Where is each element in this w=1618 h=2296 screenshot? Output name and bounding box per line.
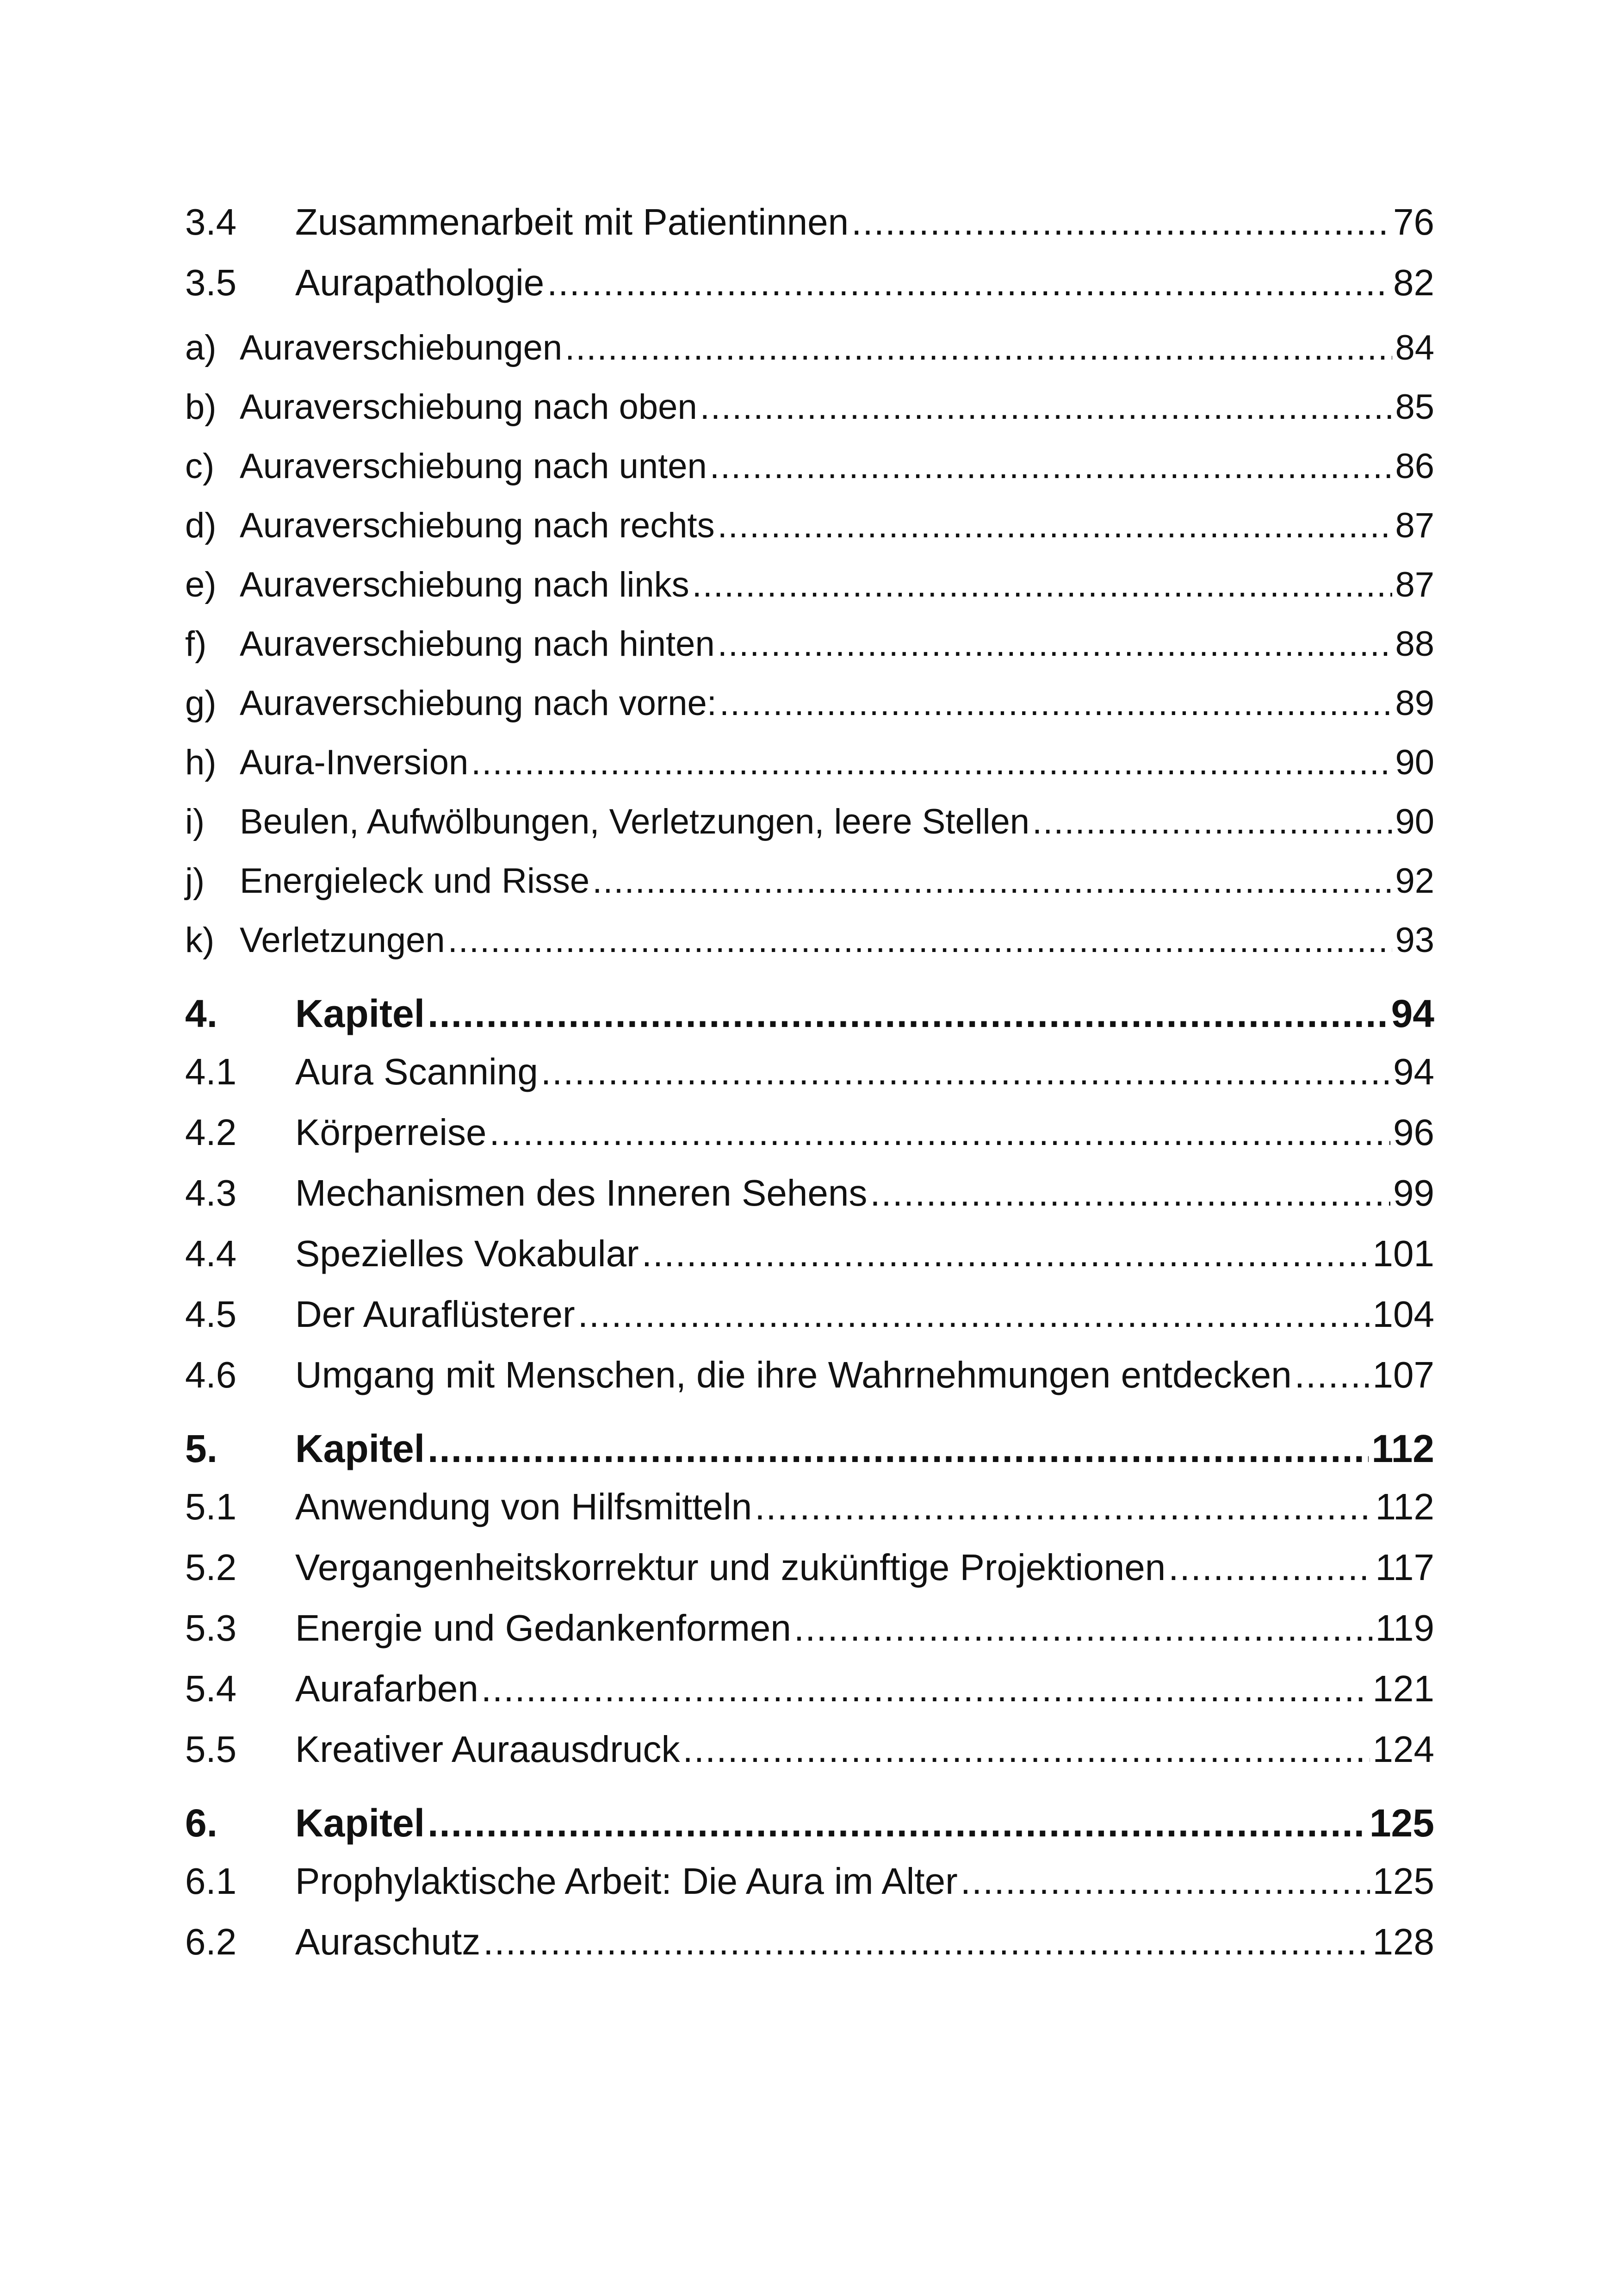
leader-dots [565, 330, 1392, 366]
page-number: 92 [1395, 861, 1434, 901]
leader-dots [961, 1863, 1370, 1900]
toc-entry-5-5[interactable] [185, 1731, 1434, 1792]
chapter-number: 6. [185, 1801, 218, 1845]
leader-dots [592, 864, 1392, 899]
leader-dots [547, 264, 1390, 301]
page-number: 121 [1372, 1668, 1434, 1709]
toc-entry-b[interactable] [185, 387, 1434, 449]
section-title: Umgang mit Menschen, die ihre Wahrnehmungen entdecken [295, 1354, 1292, 1395]
item-letter: g) [185, 684, 217, 723]
page-number: 87 [1395, 506, 1434, 545]
section-number: 5.4 [185, 1668, 237, 1709]
leader-dots [1295, 1356, 1370, 1394]
page-number: 128 [1372, 1921, 1434, 1962]
section-number: 3.5 [185, 262, 237, 303]
leader-dots [870, 1175, 1390, 1212]
section-title: Anwendung von Hilfsmitteln [295, 1486, 752, 1527]
item-letter: c) [185, 447, 215, 486]
section-title: Mechanismen des Inneren Sehens [295, 1172, 868, 1213]
item-letter: d) [185, 506, 217, 545]
leader-dots [483, 1923, 1370, 1960]
section-title: Prophylaktische Arbeit: Die Aura im Alter [295, 1860, 958, 1902]
item-letter: k) [185, 921, 215, 960]
toc-entry-6-2[interactable] [185, 1923, 1434, 1984]
leader-dots [481, 1670, 1370, 1707]
toc-entry-a[interactable] [185, 330, 1434, 390]
leader-dots [448, 923, 1393, 958]
leader-dots [1168, 1549, 1372, 1586]
leader-dots [471, 745, 1392, 780]
leader-dots [428, 994, 1389, 1033]
page-number: 88 [1395, 624, 1434, 664]
section-number: 3.4 [185, 201, 237, 243]
leader-dots [683, 1731, 1370, 1768]
leader-dots [490, 1114, 1391, 1151]
chapter-title: Kapitel [295, 1427, 425, 1470]
page-number: 90 [1395, 743, 1434, 782]
page-number: 76 [1393, 201, 1434, 243]
toc-entry-4-4[interactable] [185, 1235, 1434, 1296]
toc-entry-4-1[interactable] [185, 1053, 1434, 1114]
toc-entry-h[interactable] [185, 745, 1434, 804]
leader-dots [718, 508, 1393, 543]
section-number: 4.6 [185, 1354, 237, 1395]
toc-entry-4-3[interactable] [185, 1172, 1434, 1235]
toc-entry-4-6[interactable] [185, 1356, 1434, 1417]
section-title: Aurapathologie [295, 262, 545, 303]
section-title: Auraschutz [295, 1921, 481, 1962]
item-letter: i) [185, 802, 205, 841]
item-title: Verletzungen [240, 921, 445, 960]
page-number: 125 [1372, 1860, 1434, 1902]
item-letter: j) [185, 861, 205, 901]
section-number: 4.5 [185, 1294, 237, 1335]
page-number: 85 [1395, 387, 1434, 427]
table-of-contents [185, 201, 1434, 1984]
leader-dots [710, 449, 1393, 484]
toc-entry-5-2[interactable] [185, 1549, 1434, 1610]
item-title: Auraverschiebung nach unten [240, 447, 707, 486]
toc-chapter-5[interactable] [185, 1429, 1434, 1488]
page-number: 82 [1393, 262, 1434, 303]
section-title: Aurafarben [295, 1668, 478, 1709]
toc-entry-3-4[interactable] [185, 201, 1434, 264]
page-number: 96 [1393, 1112, 1434, 1153]
item-title: Auraverschiebung nach rechts [240, 506, 715, 545]
page-number: 99 [1393, 1172, 1434, 1213]
section-title: Zusammenarbeit mit Patientinnen [295, 201, 849, 243]
page-number: 90 [1395, 802, 1434, 841]
toc-entry-c[interactable] [185, 449, 1434, 508]
chapter-title: Kapitel [295, 992, 425, 1035]
chapter-number: 5. [185, 1427, 218, 1470]
leader-dots [755, 1488, 1372, 1525]
section-number: 6.1 [185, 1860, 237, 1902]
page-number: 119 [1375, 1607, 1434, 1649]
page-number: 89 [1395, 684, 1434, 723]
item-letter: a) [185, 328, 217, 367]
leader-dots [428, 1804, 1367, 1842]
toc-entry-6-1[interactable] [185, 1860, 1434, 1923]
section-number: 4.2 [185, 1112, 237, 1153]
toc-chapter-6[interactable] [185, 1801, 1434, 1863]
chapter-title: Kapitel [295, 1801, 425, 1845]
toc-entry-5-4[interactable] [185, 1670, 1434, 1731]
leader-dots [541, 1053, 1390, 1090]
section-title: Der Auraflüsterer [295, 1294, 575, 1335]
page-number: 94 [1393, 1051, 1434, 1092]
section-title: Aura Scanning [295, 1051, 538, 1092]
section-title: Energie und Gedankenformen [295, 1607, 791, 1649]
section-title: Kreativer Auraausdruck [295, 1729, 680, 1770]
toc-entry-4-2[interactable] [185, 1114, 1434, 1175]
leader-dots [719, 686, 1393, 721]
section-number: 4.3 [185, 1172, 237, 1213]
toc-entry-3-5[interactable] [185, 264, 1434, 325]
item-letter: b) [185, 387, 217, 427]
leader-dots [578, 1296, 1370, 1333]
toc-entry-4-5[interactable] [185, 1296, 1434, 1356]
chapter-number: 4. [185, 992, 218, 1035]
toc-entry-f[interactable] [185, 624, 1434, 686]
section-number: 6.2 [185, 1921, 237, 1962]
section-title: Spezielles Vokabular [295, 1233, 639, 1274]
item-title: Beulen, Aufwölbungen, Verletzungen, leere Stellen [240, 802, 1030, 841]
leader-dots [692, 567, 1393, 603]
page-number: 125 [1369, 1801, 1434, 1845]
item-title: Auraverschiebung nach vorne: [240, 684, 717, 723]
item-title: Aura-Inversion [240, 743, 469, 782]
page-number: 93 [1395, 921, 1434, 960]
page-number: 104 [1372, 1294, 1434, 1335]
section-number: 4.1 [185, 1051, 237, 1092]
section-number: 5.2 [185, 1547, 237, 1588]
page-number: 84 [1395, 328, 1434, 367]
toc-entry-d[interactable] [185, 508, 1434, 567]
page-number: 112 [1371, 1427, 1434, 1470]
page-number: 112 [1375, 1486, 1434, 1527]
page-number: 94 [1391, 992, 1434, 1035]
item-letter: e) [185, 565, 217, 604]
toc-entry-g[interactable] [185, 686, 1434, 745]
item-title: Auraverschiebung nach links [240, 565, 689, 604]
page-number: 124 [1372, 1729, 1434, 1770]
page-number: 87 [1395, 565, 1434, 604]
section-number: 5.5 [185, 1729, 237, 1770]
item-title: Auraverschiebungen [240, 328, 563, 367]
section-title: Körperreise [295, 1112, 487, 1153]
toc-entry-5-1[interactable] [185, 1488, 1434, 1549]
leader-dots [1032, 804, 1392, 840]
item-title: Auraverschiebung nach oben [240, 387, 697, 427]
section-title: Vergangenheitskorrektur und zukünftige Projektionen [295, 1547, 1166, 1588]
toc-entry-e[interactable] [185, 567, 1434, 627]
item-letter: h) [185, 743, 217, 782]
leader-dots [718, 627, 1393, 662]
toc-entry-j[interactable] [185, 861, 1434, 923]
item-title: Energieleck und Risse [240, 861, 590, 901]
leader-dots [794, 1610, 1373, 1647]
section-number: 5.1 [185, 1486, 237, 1527]
toc-entry-i[interactable] [185, 804, 1434, 864]
item-letter: f) [185, 624, 207, 664]
section-number: 4.4 [185, 1233, 237, 1274]
toc-entry-k[interactable] [185, 923, 1434, 982]
toc-entry-5-3[interactable] [185, 1607, 1434, 1670]
leader-dots [700, 390, 1393, 425]
leader-dots [428, 1429, 1369, 1468]
page-number: 101 [1372, 1233, 1434, 1274]
section-number: 5.3 [185, 1607, 237, 1649]
leader-dots [642, 1235, 1370, 1272]
item-title: Auraverschiebung nach hinten [240, 624, 715, 664]
page-number: 86 [1395, 447, 1434, 486]
leader-dots [851, 204, 1390, 241]
page-number: 117 [1375, 1547, 1434, 1588]
toc-chapter-4[interactable] [185, 994, 1434, 1053]
page-number: 107 [1372, 1354, 1434, 1395]
